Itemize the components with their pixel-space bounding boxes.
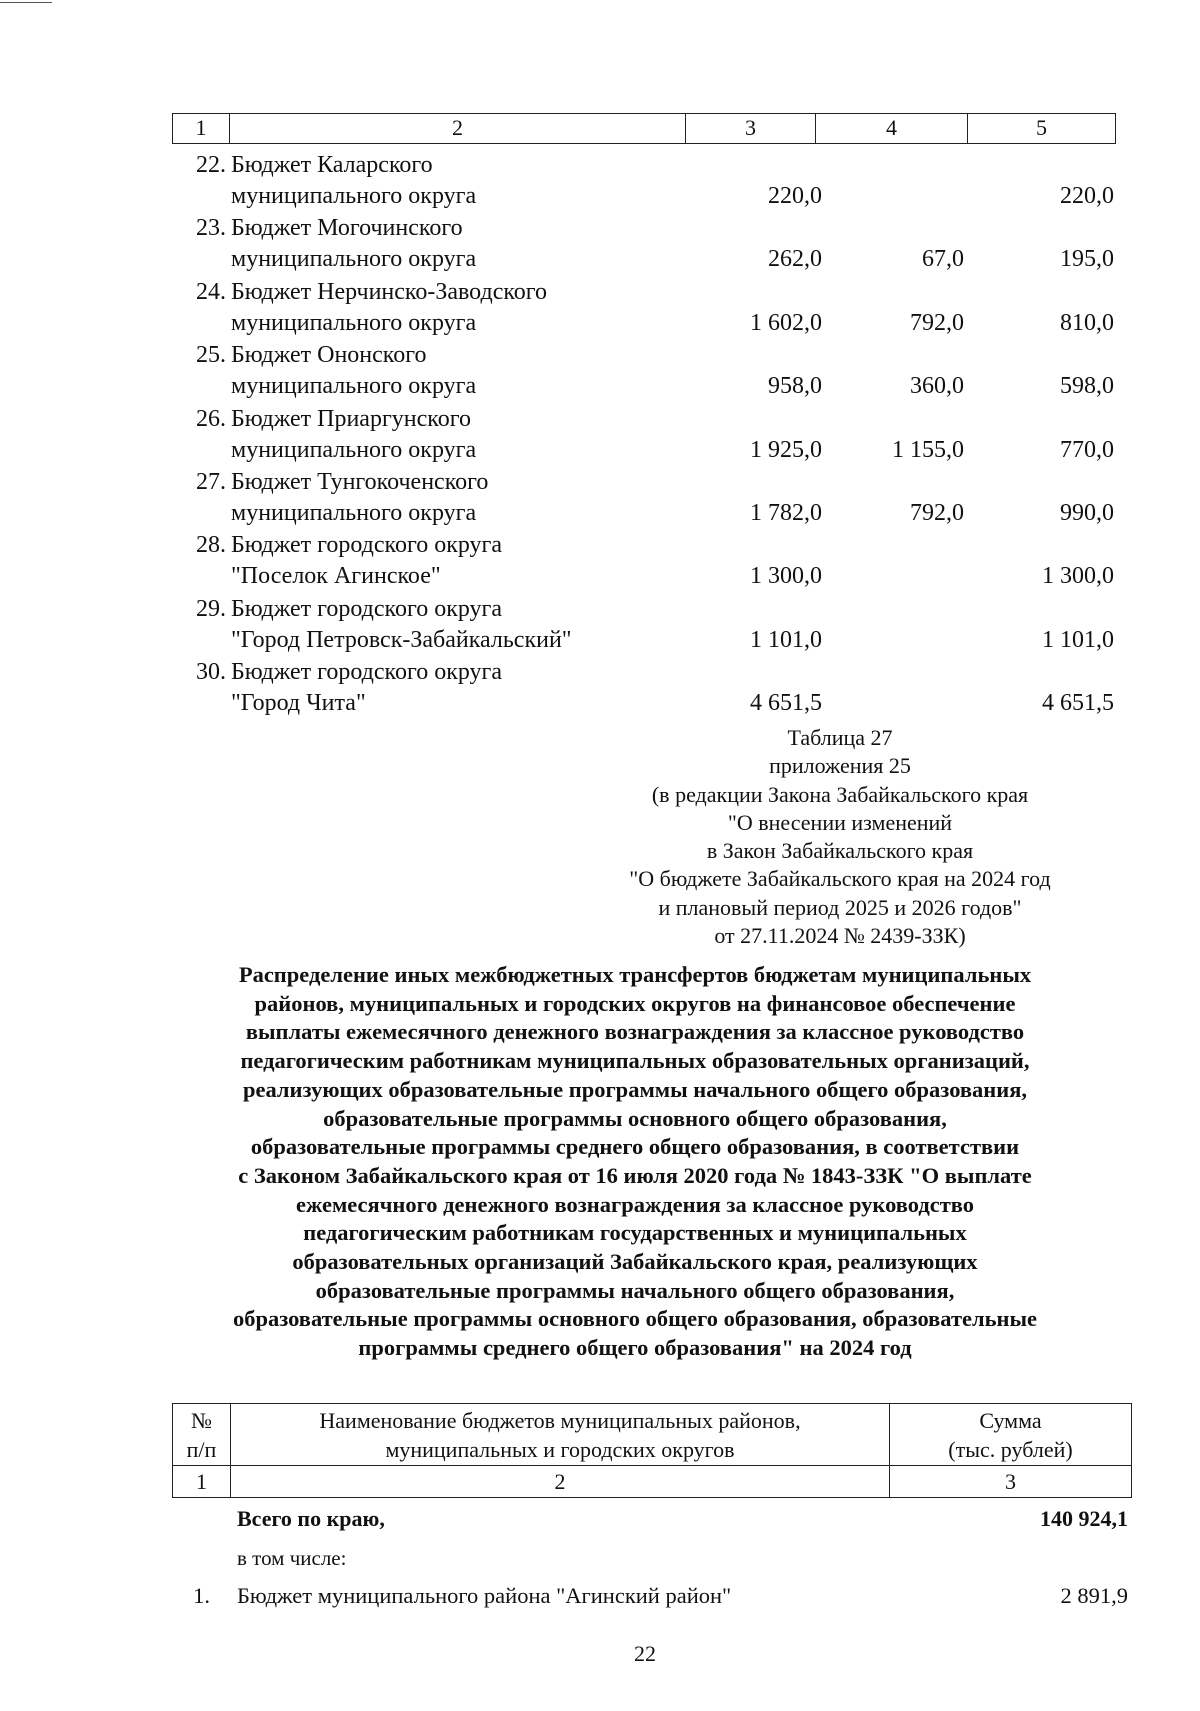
row-number: 28. <box>196 532 226 559</box>
header-col-number <box>173 1404 231 1466</box>
annex-line: "О бюджете Забайкальского края на 2024 год <box>629 866 1051 892</box>
annex-reference <box>560 724 1120 950</box>
row-col3-value: 1 101,0 <box>750 626 822 653</box>
title-line: реализующих образовательные программы начального общего образования, <box>242 1076 1028 1102</box>
row-col3-value: 1 782,0 <box>750 499 822 526</box>
row-number: 22. <box>196 152 226 178</box>
row-col3-value: 958,0 <box>768 373 822 400</box>
row-number: 23. <box>196 215 226 242</box>
table-row <box>172 213 1116 276</box>
table-row <box>172 594 1116 657</box>
row-name-line2: "Город Петровск-Забайкальский" <box>231 626 572 653</box>
row-number: 29. <box>196 595 226 622</box>
row-name-line2: муниципального округа <box>231 246 477 273</box>
header-col-name <box>231 1404 890 1466</box>
header-text: (тыс. рублей) <box>948 1436 1073 1462</box>
top-table-header <box>172 113 1116 144</box>
header-col-sum <box>890 1404 1132 1466</box>
row-number: 24. <box>196 278 226 305</box>
title-line: районов, муниципальных и городских округов на финансовое обеспечение <box>254 990 1016 1016</box>
row-col3-value: 1 602,0 <box>750 309 822 336</box>
annex-line: и плановый период 2025 и 2026 годов" <box>658 894 1022 920</box>
row-name-line1: Бюджет Ононского <box>231 342 427 369</box>
row-name-line2: муниципального округа <box>231 183 477 209</box>
scan-edge-mark <box>0 2 52 3</box>
row-name-line1: Бюджет городского округа <box>231 659 503 686</box>
table-row <box>172 150 1116 213</box>
item-number: 1. <box>193 1583 210 1608</box>
table-row <box>172 657 1116 720</box>
row-name-line2: "Город Чита" <box>231 690 366 717</box>
title-line: с Законом Забайкальского края от 16 июля 2020 года № 1843-ЗЗК "О выплате <box>238 1162 1032 1188</box>
header-text: муниципальных и городских округов <box>385 1436 735 1462</box>
top-table-rows <box>172 150 1116 721</box>
document-title <box>140 961 1130 1363</box>
row-col4-value: 792,0 <box>910 309 964 336</box>
annex-line: "О внесении изменений <box>727 809 953 835</box>
top-col-4-number: 4 <box>816 114 968 143</box>
header-text: Сумма <box>979 1407 1042 1433</box>
header-row <box>173 1404 1132 1466</box>
row-name-line1: Бюджет Приаргунского <box>231 405 471 432</box>
title-line: выплаты ежемесячного денежного вознаграждения за классное руководство <box>245 1019 1025 1045</box>
total-label: Всего по краю, <box>237 1506 385 1531</box>
row-col5-value: 770,0 <box>1060 436 1114 463</box>
page-number: 22 <box>634 1641 656 1666</box>
including-label: в том числе: <box>237 1546 347 1570</box>
title-line: программы среднего общего образования" на 2024 год <box>358 1335 912 1361</box>
row-name-line2: муниципального округа <box>231 309 477 336</box>
header-text: Наименование бюджетов муниципальных районов, <box>319 1407 801 1433</box>
row-col5-value: 220,0 <box>1060 183 1114 209</box>
title-line: педагогическим работникам муниципальных образовательных организаций, <box>240 1048 1030 1074</box>
row-name-line2: муниципального округа <box>231 499 477 526</box>
row-col3-value: 220,0 <box>768 183 822 209</box>
distribution-table-header <box>172 1403 1132 1498</box>
item-name: Бюджет муниципального района "Агинский район" <box>237 1583 732 1608</box>
row-number: 26. <box>196 405 226 432</box>
row-col5-value: 810,0 <box>1060 309 1114 336</box>
title-line: образовательных организаций Забайкальского края, реализующих <box>292 1249 978 1275</box>
title-line: ежемесячного денежного вознаграждения за классное руководство <box>295 1191 975 1217</box>
row-col4-value: 792,0 <box>910 499 964 526</box>
row-number: 30. <box>196 659 226 686</box>
row-col5-value: 4 651,5 <box>1042 690 1114 717</box>
row-col5-value: 1 300,0 <box>1042 563 1114 590</box>
column-number-row <box>173 1466 1132 1498</box>
top-col-5-number: 5 <box>1036 115 1047 140</box>
row-name-line1: Бюджет Каларского <box>231 152 433 178</box>
row-name-line1: Бюджет Тунгокоченского <box>231 468 489 495</box>
row-col4-value: 1 155,0 <box>892 436 964 463</box>
table-row <box>172 277 1116 340</box>
table-row <box>172 467 1116 530</box>
top-col-3-number: 3 <box>686 114 816 143</box>
row-col3-value: 4 651,5 <box>750 690 822 717</box>
annex-line: в Закон Забайкальского края <box>706 838 974 864</box>
title-line: образовательные программы основного общего образования, <box>323 1105 947 1131</box>
row-name-line1: Бюджет городского округа <box>231 532 503 559</box>
row-col3-value: 262,0 <box>768 246 822 273</box>
row-name-line2: "Поселок Агинское" <box>231 563 441 590</box>
row-col5-value: 195,0 <box>1060 246 1114 273</box>
table-row <box>172 404 1116 467</box>
row-name-line2: муниципального округа <box>231 436 477 463</box>
row-name-line1: Бюджет Могочинского <box>231 215 463 242</box>
annex-line: от 27.11.2024 № 2439-ЗЗК) <box>714 923 966 949</box>
title-line: образовательные программы основного общего образования, образовательные <box>232 1306 1038 1332</box>
row-col5-value: 1 101,0 <box>1042 626 1114 653</box>
title-line: Распределение иных межбюджетных трансфертов бюджетам муниципальных <box>238 962 1032 987</box>
row-col5-value: 598,0 <box>1060 373 1114 400</box>
title-line: педагогическим работникам государственных и муниципальных <box>303 1220 967 1246</box>
header-text: п/п <box>186 1436 217 1462</box>
row-number: 27. <box>196 468 226 495</box>
table-row <box>172 530 1116 593</box>
row-number: 25. <box>196 342 226 369</box>
table-row <box>172 340 1116 403</box>
annex-line: Таблица 27 <box>787 725 893 750</box>
col-number-3: 3 <box>890 1466 1132 1498</box>
row-col4-value: 360,0 <box>910 373 964 400</box>
title-line: образовательные программы среднего общего образования, в соответствии <box>250 1134 1020 1160</box>
row-name-line1: Бюджет городского округа <box>231 595 503 622</box>
annex-line: приложения 25 <box>769 753 911 779</box>
row-name-line1: Бюджет Нерчинско-Заводского <box>231 278 548 305</box>
row-name-line2: муниципального округа <box>231 373 477 400</box>
row-col5-value: 990,0 <box>1060 499 1114 526</box>
row-col3-value: 1 925,0 <box>750 436 822 463</box>
total-value: 140 924,1 <box>1040 1506 1128 1531</box>
top-col-1-number: 1 <box>173 114 230 143</box>
col-number-1: 1 <box>173 1466 231 1498</box>
list-item <box>172 1580 1128 1611</box>
col-number-2: 2 <box>231 1466 890 1498</box>
title-line: образовательные программы начального общего образования, <box>315 1277 955 1303</box>
annex-line: (в редакции Закона Забайкальского края <box>651 781 1029 807</box>
row-col4-value: 67,0 <box>922 246 964 273</box>
header-text: № <box>191 1407 212 1433</box>
top-col-2-number: 2 <box>230 114 686 143</box>
item-value: 2 891,9 <box>1060 1583 1128 1608</box>
row-col3-value: 1 300,0 <box>750 563 822 590</box>
